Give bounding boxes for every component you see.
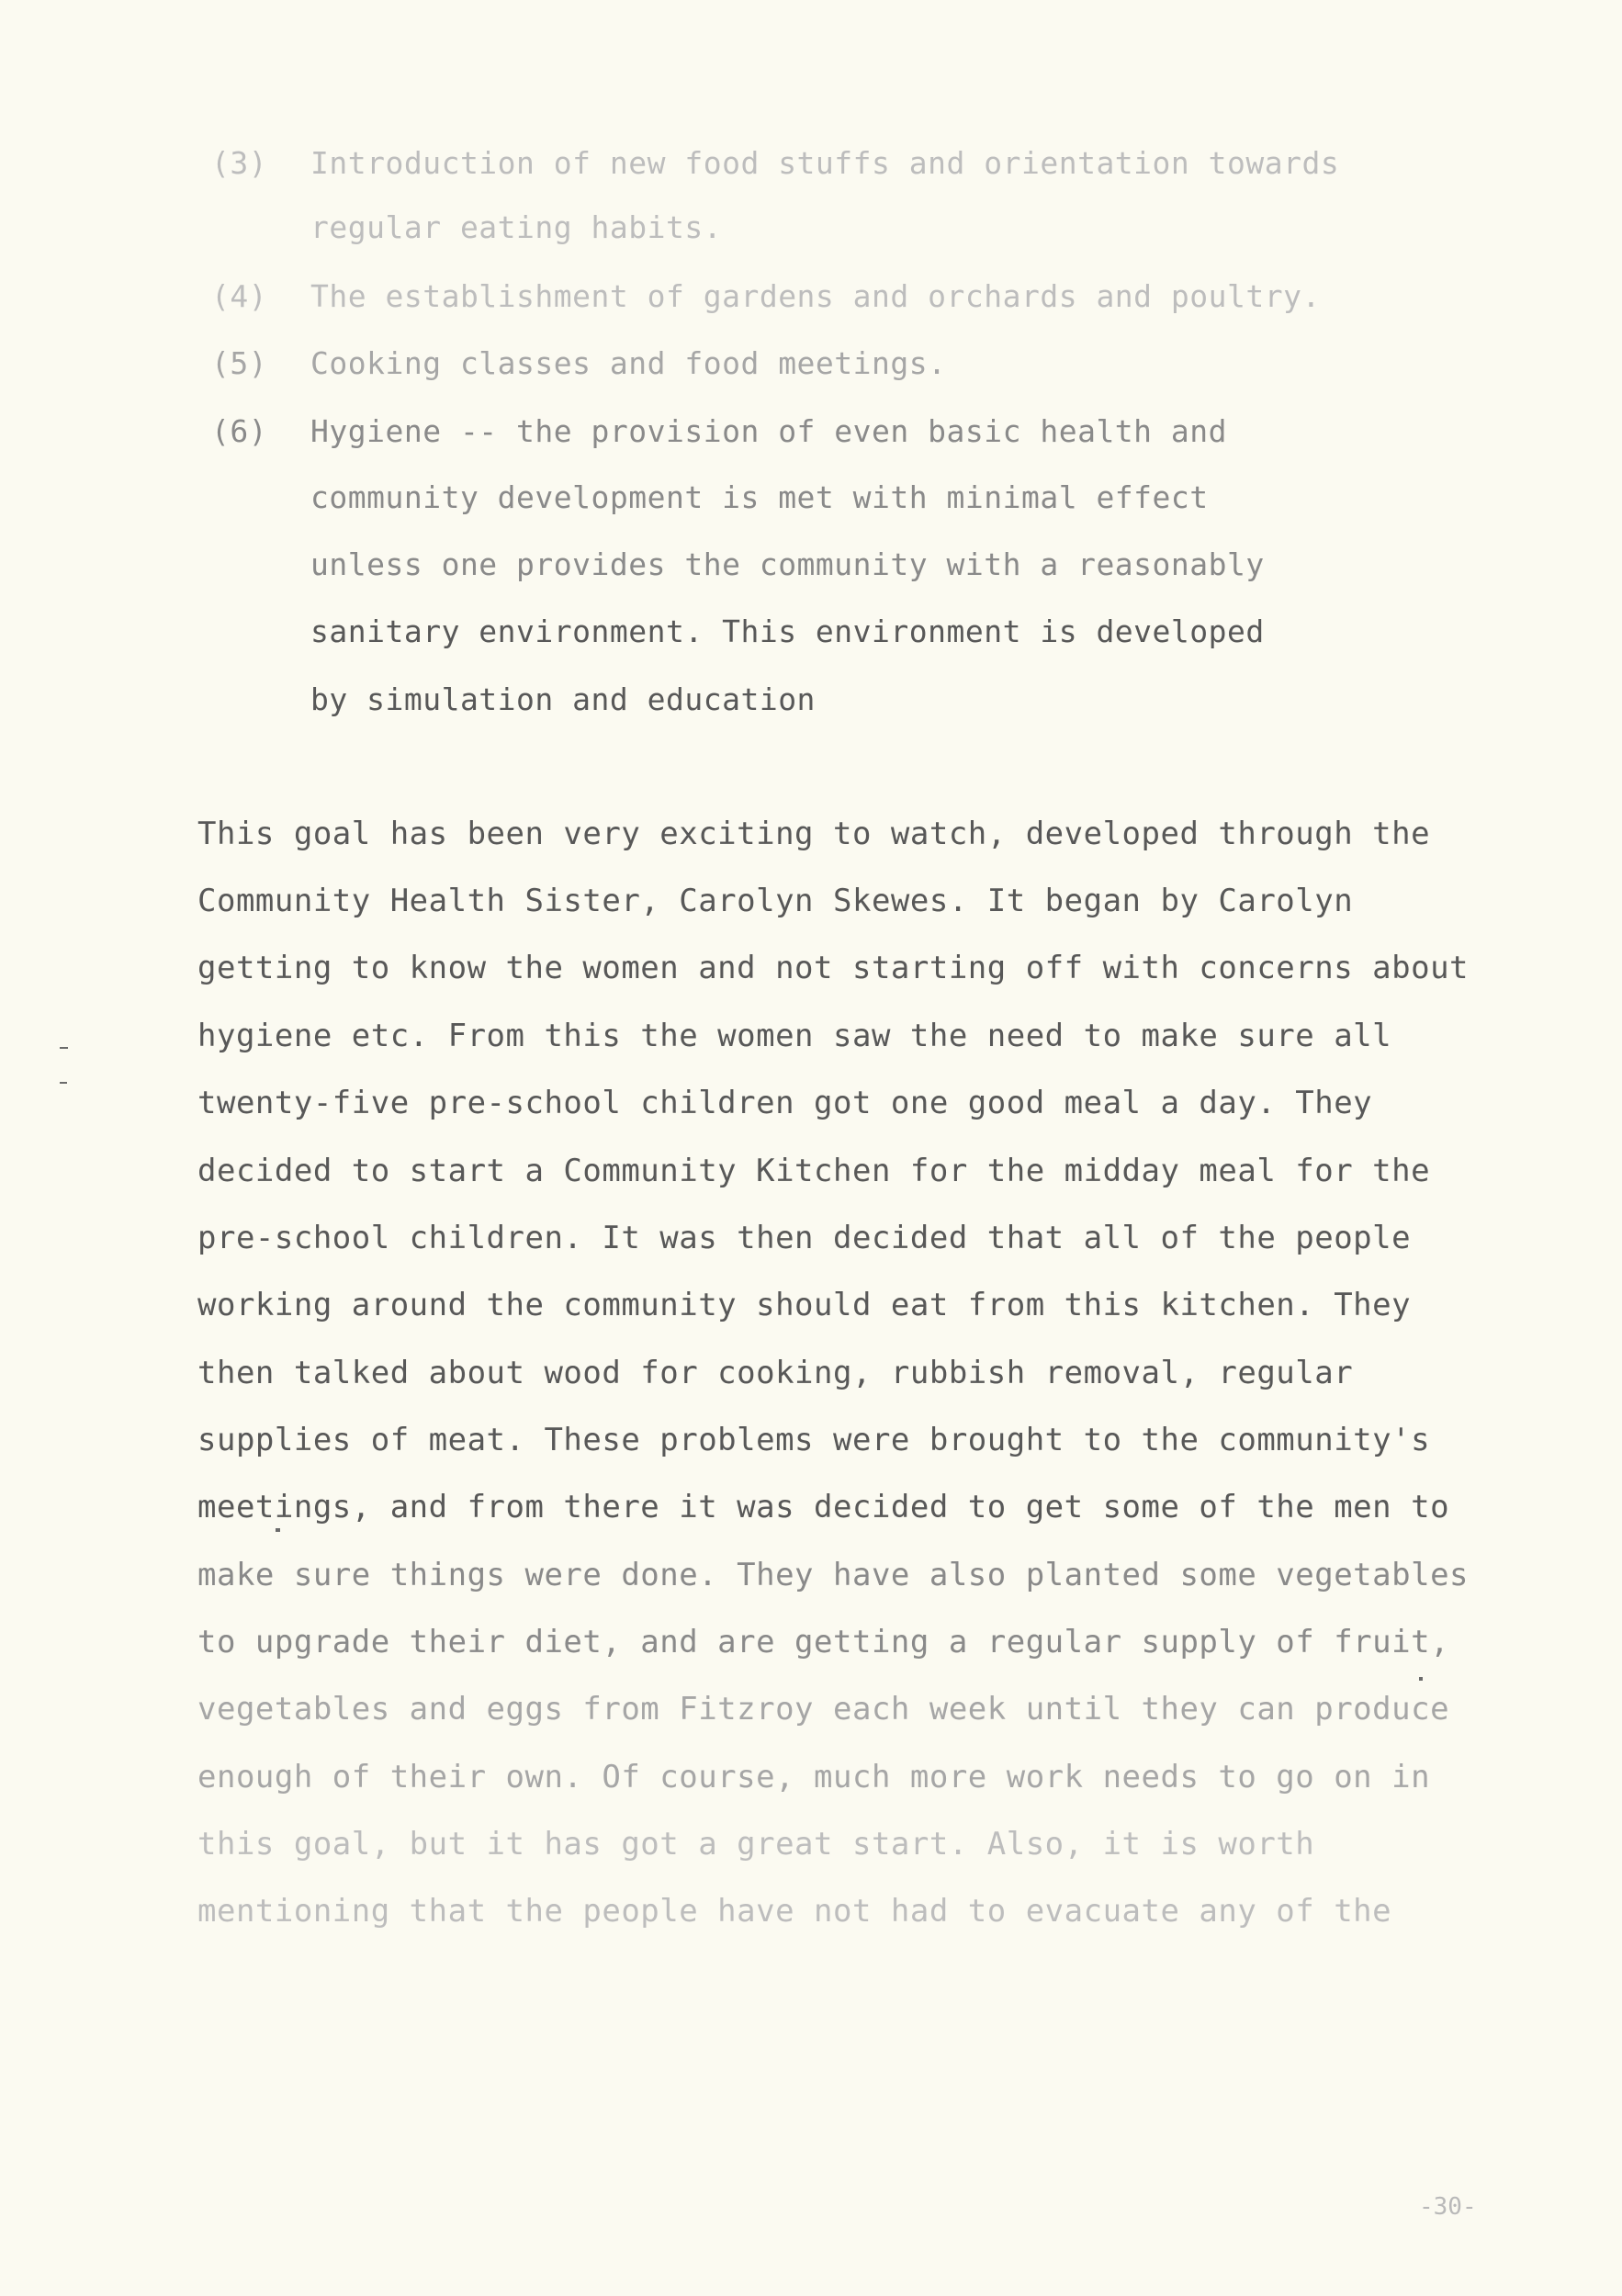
paragraph-line: meetings, and from there it was decided to get some of the men to bbox=[197, 1489, 1450, 1525]
list-item-line: The establishment of gardens and orchards and poultry. bbox=[310, 278, 1321, 314]
paragraph-line: decided to start a Community Kitchen for the midday meal for the bbox=[197, 1153, 1431, 1189]
paragraph-line: this goal, but it has got a great start. Also, it is worth bbox=[197, 1826, 1315, 1863]
list-item-line: unless one provides the community with a reasonably bbox=[310, 546, 1265, 582]
paragraph-line: make sure things were done. They have also planted some vegetables bbox=[197, 1557, 1470, 1593]
list-item-line: Cooking classes and food meetings. bbox=[310, 345, 947, 381]
list-item-line: community development is met with minimal effect bbox=[310, 479, 1209, 515]
paragraph-line: Community Health Sister, Carolyn Skewes. It began by Carolyn bbox=[197, 883, 1354, 919]
list-item-line: Hygiene -- the provision of even basic health and bbox=[310, 413, 1228, 449]
list-item-number: (4) bbox=[211, 278, 268, 314]
paragraph-line: enough of their own. Of course, much more work needs to go on in bbox=[197, 1759, 1431, 1795]
list-item-number: (3) bbox=[211, 145, 268, 181]
margin-mark bbox=[1419, 1677, 1423, 1681]
paragraph-line: pre-school children. It was then decided that all of the people bbox=[197, 1220, 1412, 1256]
list-item-line: Introduction of new food stuffs and orientation towards bbox=[310, 145, 1340, 181]
paragraph-line: working around the community should eat from this kitchen. They bbox=[197, 1287, 1412, 1323]
paragraph-line: then talked about wood for cooking, rubbish removal, regular bbox=[197, 1355, 1354, 1391]
list-item-line: by simulation and education bbox=[310, 681, 816, 717]
list-item-line: regular eating habits. bbox=[310, 209, 723, 245]
paragraph-line: hygiene etc. From this the women saw the need to make sure all bbox=[197, 1018, 1392, 1054]
paragraph-line: twenty-five pre-school children got one good meal a day. They bbox=[197, 1085, 1373, 1121]
list-item-number: (6) bbox=[211, 413, 268, 449]
paragraph-line: getting to know the women and not starting off with concerns about bbox=[197, 950, 1470, 986]
list-item-line: sanitary environment. This environment is developed bbox=[310, 613, 1265, 649]
paragraph-line: mentioning that the people have not had to evacuate any of the bbox=[197, 1893, 1392, 1930]
page-number: -30- bbox=[1419, 2193, 1477, 2221]
paragraph-line: supplies of meat. These problems were brought to the community's bbox=[197, 1422, 1431, 1458]
paragraph-line: vegetables and eggs from Fitzroy each week until they can produce bbox=[197, 1691, 1450, 1728]
margin-mark bbox=[276, 1528, 280, 1532]
list-item-number: (5) bbox=[211, 345, 268, 381]
paragraph-line: to upgrade their diet, and are getting a regular supply of fruit, bbox=[197, 1624, 1450, 1660]
margin-mark bbox=[60, 1047, 68, 1049]
paragraph-line: This goal has been very exciting to watch, developed through the bbox=[197, 816, 1431, 852]
margin-mark bbox=[60, 1082, 67, 1084]
